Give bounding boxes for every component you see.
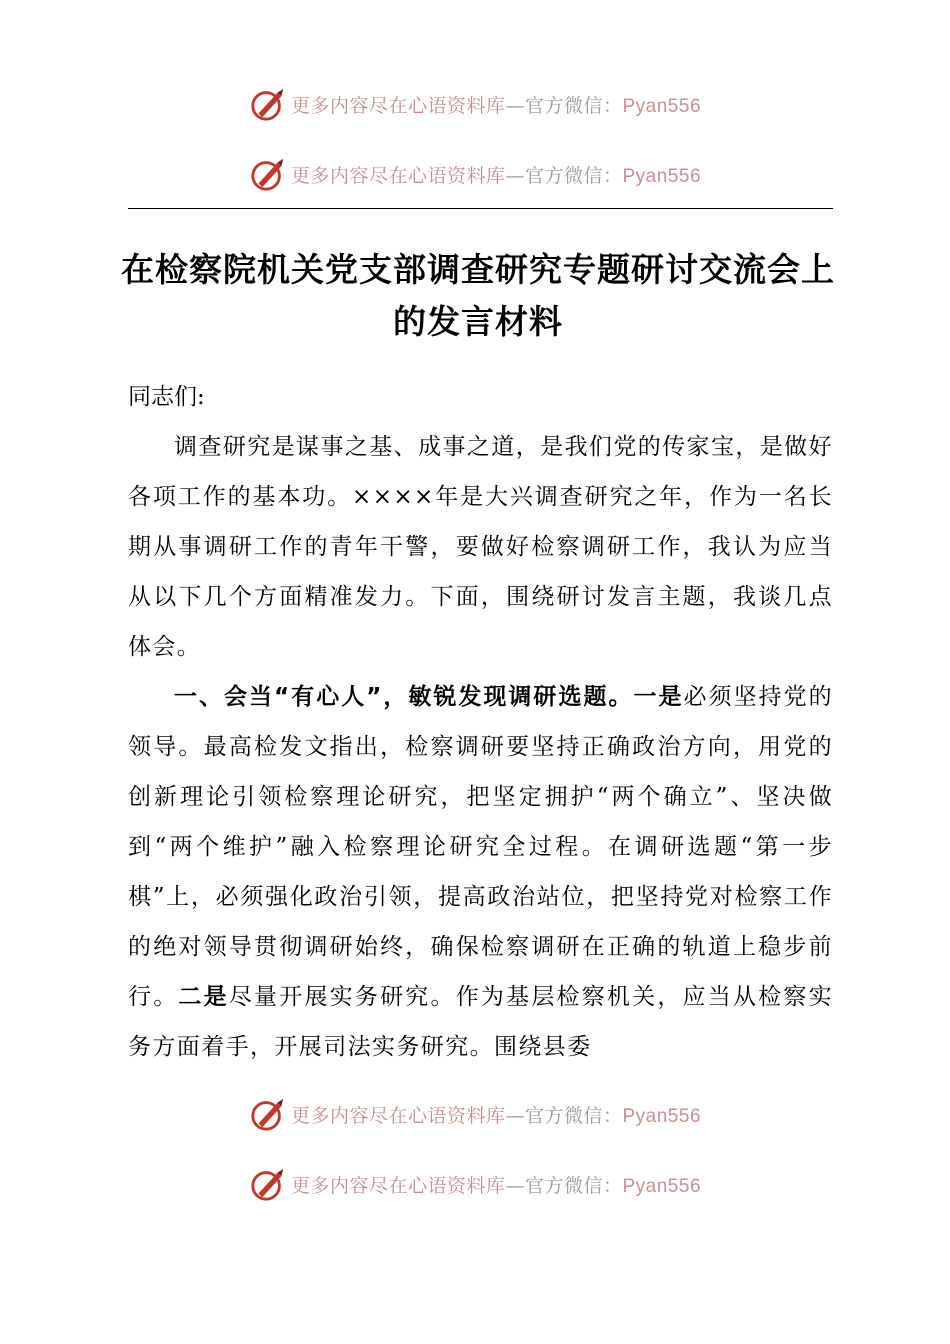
point-marker-1: 一是: [633, 684, 684, 710]
watermark-id: Pyan556: [622, 1175, 702, 1197]
point-text-2: 尽量开展实务研究。作为基层检察机关，应当从检察实务方面着手，开展司法实务研究。围绕县委: [128, 984, 833, 1060]
pen-logo-icon: [249, 1165, 287, 1203]
point-marker-2: 二是: [178, 984, 229, 1010]
paragraph-intro: 调查研究是谋事之基、成事之道，是我们党的传家宝，是做好各项工作的基本功。××××年是大兴调查研究之年，作为一名长期从事调研工作的青年干警，要做好检察调研工作，我认为应当从以下几个方面精准发力。下面，围绕研讨发言主题，我谈几点体会。: [128, 434, 833, 660]
watermark-separator: —官方微信：: [505, 164, 623, 187]
watermark-banner-bottom-2: [0, 1162, 950, 1206]
watermark-id: Pyan556: [622, 165, 702, 187]
watermark-banner-top-1: [0, 82, 950, 126]
watermark-banner-top-2: [0, 152, 950, 196]
paragraph-section-one: [128, 672, 833, 1072]
document-title: 在检察院机关党支部调查研究专题研讨交流会上的发言材料: [121, 250, 835, 341]
watermark-banner-bottom-1: [0, 1092, 950, 1136]
watermark-brand: 更多内容尽在心语资料库: [290, 1174, 506, 1197]
watermark-id: Pyan556: [622, 95, 702, 117]
point-text-1: 必须坚持党的领导。最高检发文指出，检察调研要坚持正确政治方向，用党的创新理论引领检察理论研究，把坚定拥护“两个确立”、坚决做到“两个维护”融入检察理论研究全过程。在调研选题“第一步棋”上，必须强化政治引领，提高政治站位，把坚持党对检察工作的绝对领导贯彻调研始终，确保检察调研在正确的轨道上稳步前行。: [128, 684, 833, 1010]
section-heading: 一、会当“有心人”，敏锐发现调研选题。: [174, 684, 634, 710]
pen-logo-icon: [249, 1095, 287, 1133]
watermark-separator: —官方微信：: [505, 1174, 623, 1197]
watermark-id: Pyan556: [622, 1105, 702, 1127]
pen-logo-icon: [249, 155, 287, 193]
watermark-brand: 更多内容尽在心语资料库: [290, 164, 506, 187]
pen-logo-icon: [249, 85, 287, 123]
watermark-brand: 更多内容尽在心语资料库: [290, 94, 506, 117]
header-divider: [128, 208, 833, 209]
watermark-separator: —官方微信：: [505, 1104, 623, 1127]
watermark-separator: —官方微信：: [505, 94, 623, 117]
salutation: 同志们:: [128, 384, 205, 410]
watermark-brand: 更多内容尽在心语资料库: [290, 1104, 506, 1127]
